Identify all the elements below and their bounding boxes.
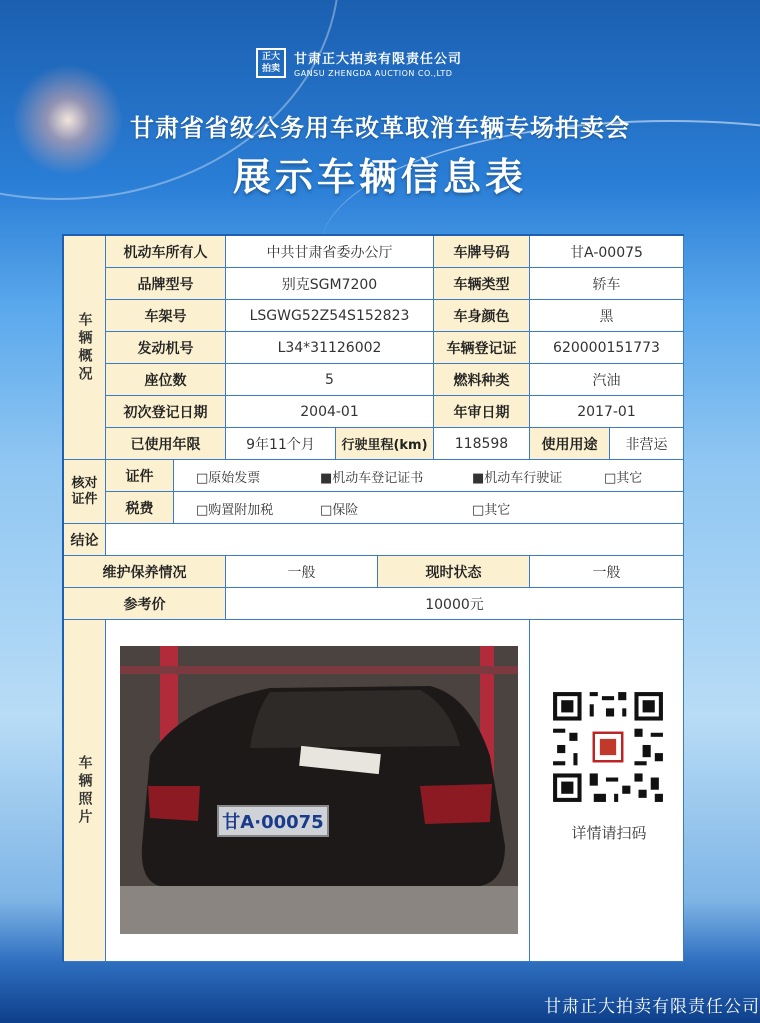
- usage-label: 使用用途: [530, 428, 610, 460]
- company-header: [256, 48, 462, 78]
- cert-option-registration: ■机动车登记证书: [320, 470, 424, 486]
- cert-label: 证件: [106, 460, 174, 492]
- type-label: 车辆类型: [434, 268, 530, 300]
- tax-option-insurance: □保险: [320, 502, 359, 518]
- qr-code[interactable]: [549, 688, 667, 806]
- footer-company-name: 甘肃正大拍卖有限责任公司: [544, 997, 760, 1017]
- mileage-label: 行驶里程(km): [336, 428, 434, 460]
- color-label: 车身颜色: [434, 300, 530, 332]
- reg-cert-label: 车辆登记证: [434, 332, 530, 364]
- owner-value: 中共甘肃省委办公厅: [226, 236, 434, 268]
- mileage-value: 118598: [434, 428, 530, 460]
- fuel-label: 燃料种类: [434, 364, 530, 396]
- photo-plate-text: 甘A·00075: [222, 812, 324, 833]
- cert-option-invoice: □原始发票: [196, 470, 261, 486]
- inspection-value: 2017-01: [530, 396, 684, 428]
- status-value: 一般: [530, 556, 684, 588]
- usage-value: 非营运: [610, 428, 684, 460]
- plate-label: 车牌号码: [434, 236, 530, 268]
- reg-cert-value: 620000151773: [530, 332, 684, 364]
- section-label-photos: 车辆照片: [64, 620, 106, 962]
- company-name-en: GANSU ZHENGDA AUCTION CO.,LTD: [294, 69, 453, 78]
- company-logo: 正大 拍卖: [256, 48, 286, 78]
- vehicle-photo: [120, 646, 518, 934]
- first-reg-label: 初次登记日期: [106, 396, 226, 428]
- conclusion-value: [106, 524, 684, 556]
- first-reg-value: 2004-01: [226, 396, 434, 428]
- section-label-overview: 车辆概况: [64, 236, 106, 460]
- fuel-value: 汽油: [530, 364, 684, 396]
- plate-value: 甘A-00075: [530, 236, 684, 268]
- color-value: 黑: [530, 300, 684, 332]
- page-title: 展示车辆信息表: [232, 155, 527, 199]
- maintenance-label: 维护保养情况: [64, 556, 226, 588]
- inspection-label: 年审日期: [434, 396, 530, 428]
- car-illustration: [120, 646, 518, 934]
- vehicle-info-table: [62, 234, 684, 962]
- tax-label: 税费: [106, 492, 174, 524]
- type-value: 轿车: [530, 268, 684, 300]
- status-label: 现时状态: [378, 556, 530, 588]
- vin-value: LSGWG52Z54S152823: [226, 300, 434, 332]
- seats-label: 座位数: [106, 364, 226, 396]
- seats-value: 5: [226, 364, 434, 396]
- years-label: 已使用年限: [106, 428, 226, 460]
- section-label-docs: 核对证件: [64, 460, 106, 524]
- cert-option-other: □其它: [604, 470, 643, 486]
- owner-label: 机动车所有人: [106, 236, 226, 268]
- engine-label: 发动机号: [106, 332, 226, 364]
- tax-option-other: □其它: [472, 502, 511, 518]
- cert-option-license: ■机动车行驶证: [472, 470, 563, 486]
- brand-value: 别克SGM7200: [226, 268, 434, 300]
- company-name-cn: 甘肃正大拍卖有限责任公司: [294, 52, 463, 67]
- tax-option-purchase: □购置附加税: [196, 502, 274, 518]
- price-value: 10000元: [226, 588, 684, 620]
- qr-scan-label: 详情请扫码: [571, 824, 647, 842]
- engine-value: L34*31126002: [226, 332, 434, 364]
- brand-label: 品牌型号: [106, 268, 226, 300]
- conclusion-label: 结论: [64, 524, 106, 556]
- price-label: 参考价: [64, 588, 226, 620]
- event-title: 甘肃省省级公务用车改革取消车辆专场拍卖会: [130, 114, 630, 142]
- maintenance-value: 一般: [226, 556, 378, 588]
- years-value: 9年11个月: [226, 428, 336, 460]
- vin-label: 车架号: [106, 300, 226, 332]
